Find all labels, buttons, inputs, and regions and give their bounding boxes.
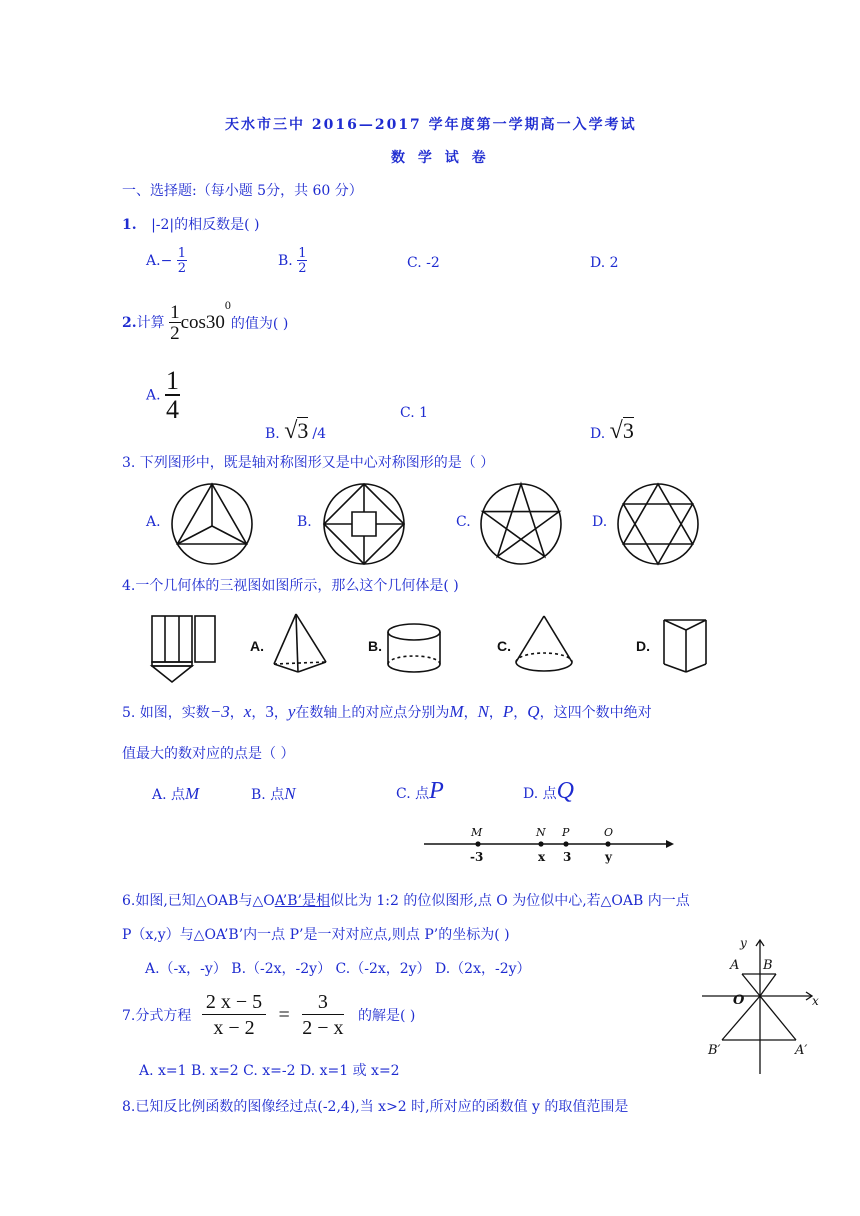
numerator: 1 xyxy=(166,366,180,395)
point-n: N xyxy=(477,702,489,721)
question-number: 2. xyxy=(122,315,137,331)
question-text: 的解是( ) xyxy=(358,1008,416,1024)
question-text: ，这四个数中绝对 xyxy=(539,705,652,721)
denominator: 2 xyxy=(177,261,187,276)
option-label: D. 点 xyxy=(523,786,557,802)
question-text: |-2|的相反数是( ) xyxy=(151,217,260,233)
axis-value-minus-3: -3 xyxy=(470,850,484,864)
q2-option-b xyxy=(265,418,326,445)
numerator: 2 x − 5 xyxy=(202,992,266,1015)
circle-square-pinwheel-figure xyxy=(322,482,406,566)
fig-label-y: y xyxy=(740,936,747,950)
option-label: D. xyxy=(590,426,606,442)
sqrt-radicand: 3 xyxy=(297,418,309,443)
fig-label-x: x xyxy=(812,994,819,1008)
point-q: Q xyxy=(556,778,574,804)
option-label: A. xyxy=(146,387,161,404)
rhs-fraction xyxy=(302,992,343,1038)
sqrt-symbol: √ xyxy=(609,418,623,444)
separator: ， xyxy=(488,705,503,721)
point-n: N xyxy=(284,784,296,803)
q2-option-d xyxy=(590,418,634,445)
separator: ， xyxy=(251,705,266,721)
numerator: 1 xyxy=(170,302,180,323)
axis-label-n: N xyxy=(536,826,546,839)
q4-option-d-label: D. xyxy=(636,638,650,654)
fraction xyxy=(177,247,187,275)
option-label: A. xyxy=(146,253,161,269)
cone-figure xyxy=(512,614,576,676)
question-7 xyxy=(122,992,415,1038)
axis-value-x: x xyxy=(538,850,546,864)
question-5-line1 xyxy=(122,702,652,722)
q2-option-a xyxy=(146,368,180,423)
denominator: 2 xyxy=(170,323,180,344)
denominator: x − 2 xyxy=(213,1017,255,1039)
question-text: 的值为( ) xyxy=(230,316,289,332)
q5-option-a xyxy=(152,784,199,804)
question-text: 在数轴上的对应点分别为 xyxy=(295,705,450,721)
question-text: 7.分式方程 xyxy=(122,1008,192,1024)
cylinder-figure xyxy=(384,622,444,674)
q1-option-a xyxy=(146,247,187,275)
q1-option-c: C. -2 xyxy=(407,255,440,271)
separator: ， xyxy=(229,705,244,721)
variable-x: x xyxy=(243,702,252,721)
q4-option-b-label: B. xyxy=(368,638,382,654)
option-label: B. 点 xyxy=(251,787,285,803)
q5-option-d xyxy=(523,778,574,805)
q6-options: A.（-x，-y） B.（-2x，-2y） C.（-2x，2y） D.（2x，-2y） xyxy=(145,961,531,977)
degree-superscript: 0 xyxy=(224,298,231,312)
circle-triangle-figure xyxy=(170,482,254,566)
equals-sign: = xyxy=(278,1003,290,1026)
question-5-line2: 值最大的数对应的点是（ ） xyxy=(122,746,295,762)
q4-option-a-label: A. xyxy=(250,638,264,654)
pyramid-figure xyxy=(270,612,330,676)
sqrt-radicand: 3 xyxy=(622,418,634,443)
option-label: B. xyxy=(265,426,280,442)
number-minus-3: −3 xyxy=(209,702,230,721)
fraction xyxy=(297,247,307,275)
q3-option-c-label: C. xyxy=(456,514,471,530)
question-1 xyxy=(122,214,260,234)
cos-expression: cos30 xyxy=(180,312,225,333)
point-m: M xyxy=(185,784,200,803)
question-text-underlined: A’B’是相 xyxy=(274,893,330,909)
question-text: 6.如图,已知△OAB与△O xyxy=(122,893,275,909)
fig-label-o: O xyxy=(733,993,745,1008)
variable-y: y xyxy=(287,702,296,721)
option-label: B. xyxy=(278,253,293,269)
minus-sign: − xyxy=(160,253,173,269)
lhs-fraction xyxy=(202,992,266,1038)
q1-option-d: D. 2 xyxy=(590,255,619,271)
number-line-figure xyxy=(420,824,676,868)
separator: ， xyxy=(513,705,528,721)
option-label: C. 点 xyxy=(396,786,430,802)
axis-label-m: M xyxy=(471,826,483,839)
q4-option-c-label: C. xyxy=(497,638,511,654)
q3-option-b-label: B. xyxy=(297,514,312,530)
number-3: 3 xyxy=(265,702,274,721)
fig-label-a-prime: A′ xyxy=(795,1043,808,1058)
question-8: 8.已知反比例函数的图像经过点(-2,4),当 x>2 时,所对应的函数值 y 的取值范围是 xyxy=(122,1099,629,1115)
q7-options: A. x=1 B. x=2 C. x=-2 D. x=1 或 x=2 xyxy=(139,1063,400,1079)
question-text: 计算 xyxy=(136,315,165,331)
question-text: 似比为 1:2 的位似图形,点 O 为位似中心,若△OAB 内一点 xyxy=(329,893,690,909)
denominator: 4 xyxy=(166,395,180,424)
triangular-prism-figure xyxy=(662,612,708,674)
fig-label-b: B xyxy=(763,958,773,973)
circle-hexagram-figure xyxy=(616,482,700,566)
q3-option-d-label: D. xyxy=(592,514,608,530)
question-text: 5. 如图，实数 xyxy=(122,705,210,721)
q2-option-c: C. 1 xyxy=(400,405,429,421)
exam-title: 天水市三中 2016—2017 学年度第一学期高一入学考试 xyxy=(225,117,637,133)
option-suffix: /4 xyxy=(312,426,326,442)
question-6-line1 xyxy=(122,890,690,910)
separator: ， xyxy=(273,705,288,721)
question-4: 4.一个几何体的三视图如图所示，那么这个几何体是( ) xyxy=(122,578,459,594)
option-label: A. 点 xyxy=(152,787,186,803)
q5-option-b xyxy=(251,784,296,804)
q1-option-b xyxy=(278,247,307,275)
numerator: 1 xyxy=(177,246,187,261)
fig-label-b-prime: B′ xyxy=(708,1043,721,1058)
point-p: P xyxy=(502,702,514,721)
fraction xyxy=(165,368,180,423)
axis-label-o: O xyxy=(604,826,614,839)
question-3: 3. 下列图形中，既是轴对称图形又是中心对称图形的是（ ） xyxy=(122,455,495,471)
point-q: Q xyxy=(527,702,540,721)
fraction xyxy=(169,303,181,343)
section-heading: 一、选择题:（每小题 5分，共 60 分） xyxy=(122,183,363,199)
question-2 xyxy=(122,298,288,343)
denominator: 2 − x xyxy=(302,1017,344,1039)
sqrt-symbol: √ xyxy=(284,418,298,444)
numerator: 1 xyxy=(298,246,307,261)
axis-value-3: 3 xyxy=(563,850,572,864)
axis-label-p: P xyxy=(562,826,570,839)
numerator: 3 xyxy=(302,992,343,1015)
q3-option-a-label: A. xyxy=(146,514,161,530)
point-m: M xyxy=(449,702,464,721)
point-p: P xyxy=(429,778,444,804)
question-6-line2: P（x,y）与△OA’B’内一点 P’是一对对应点,则点 P’的坐标为( ) xyxy=(122,927,510,943)
exam-subtitle: 数 学 试 卷 xyxy=(391,150,490,166)
fig-label-a: A xyxy=(730,958,740,973)
question-number: 1. xyxy=(122,217,137,233)
circle-pentagram-figure xyxy=(479,482,563,566)
denominator: 2 xyxy=(298,261,307,276)
q5-option-c xyxy=(396,778,444,805)
three-view-drawing xyxy=(150,614,220,684)
separator: ， xyxy=(463,705,478,721)
axis-value-y: y xyxy=(605,850,612,864)
